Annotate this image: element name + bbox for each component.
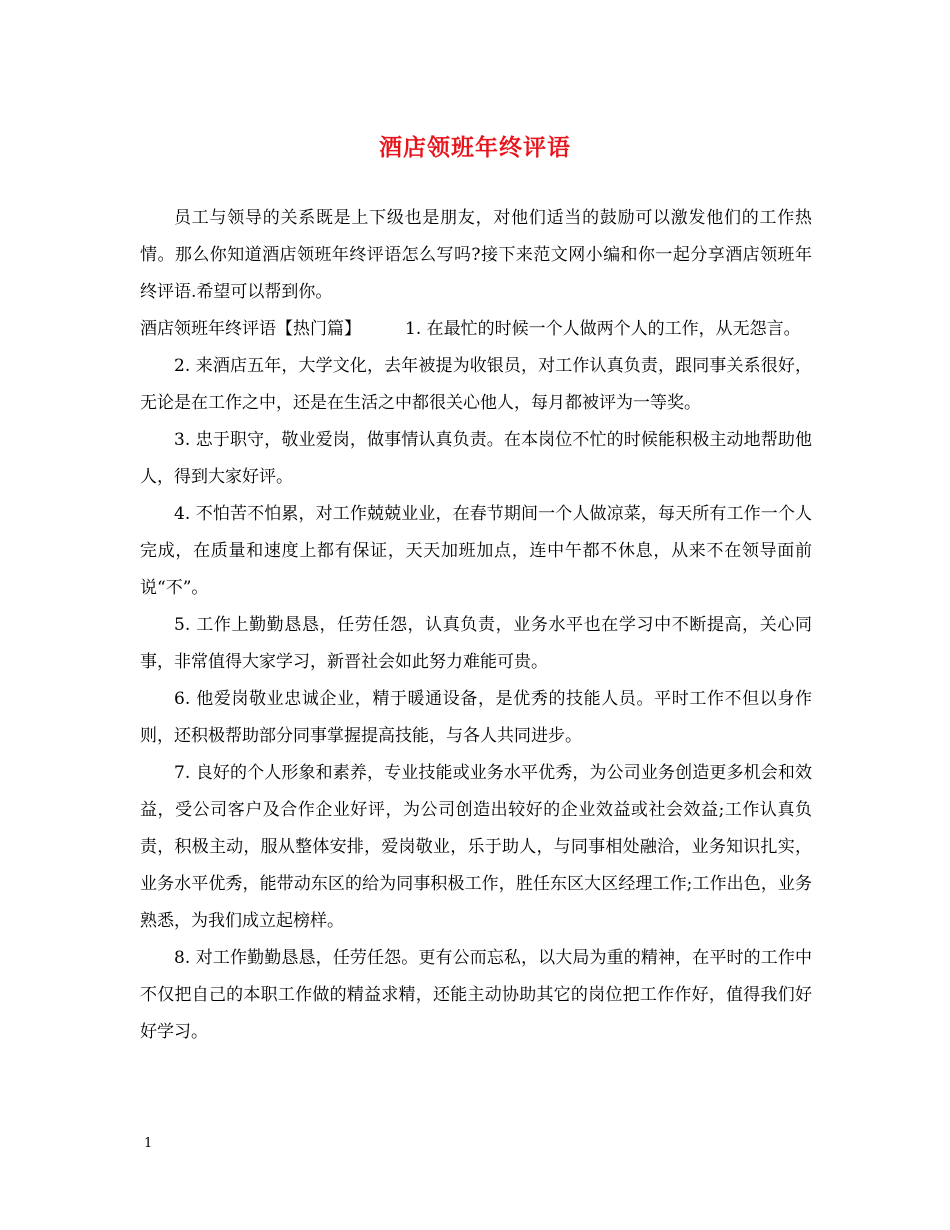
list-item: 1. 在最忙的时候一个人做两个人的工作，从无怨言。 [405,319,801,339]
list-item: 7. 良好的个人形象和素养，专业技能或业务水平优秀，为公司业务创造更多机会和效益，受公司客户及合作企业好评，为公司创造出较好的企业效益或社会效益;工作认真负责，积极主动，服从整体安排，爱岗敬业，乐于助人，与同事相处融洽，业务知识扎实，业务水平优秀，能带动东区的给为同事积极工作，胜任东区大区经理工作;工作出色，业务熟悉，为我们成立起榜样。 [140,763,812,931]
page-number: 1 [144,1136,153,1151]
list-item: 5. 工作上勤勤恳恳，任劳任怨，认真负责，业务水平也在学习中不断提高，关心同事，非常值得大家学习，新晋社会如此努力难能可贵。 [140,615,812,672]
document-body [140,200,812,1051]
list-item: 3. 忠于职守，敬业爱岗，做事情认真负责。在本岗位不忙的时候能积极主动地帮助他人，得到大家好评。 [140,430,812,487]
list-item: 2. 来酒店五年，大学文化，去年被提为收银员，对工作认真负责，跟同事关系很好，无论是在工作之中，还是在生活之中都很关心他人，每月都被评为一等奖。 [140,356,812,413]
intro-paragraph: 员工与领导的关系既是上下级也是朋友，对他们适当的鼓励可以激发他们的工作热情。那么你知道酒店领班年终评语怎么写吗?接下来范文网小编和你一起分享酒店领班年终评语.希望可以帮到你。 [140,208,812,302]
list-item: 8. 对工作勤勤恳恳，任劳任怨。更有公而忘私，以大局为重的精神，在平时的工作中不仅把自己的本职工作做的精益求精，还能主动协助其它的岗位把工作作好，值得我们好好学习。 [140,948,812,1042]
list-item: 4. 不怕苦不怕累，对工作兢兢业业，在春节期间一个人做凉菜，每天所有工作一个人完成，在质量和速度上都有保证，天天加班加点，连中午都不休息，从来不在领导面前说“不”。 [140,504,812,598]
section-heading-paragraph [140,311,812,348]
list-item: 6. 他爱岗敬业忠诚企业，精于暖通设备，是优秀的技能人员。平时工作不但以身作则，还积极帮助部分同事掌握提高技能，与各人共同进步。 [140,689,812,746]
document-title: 酒店领班年终评语 [379,134,571,161]
section-heading: 酒店领班年终评语【热门篇】 [140,319,361,339]
